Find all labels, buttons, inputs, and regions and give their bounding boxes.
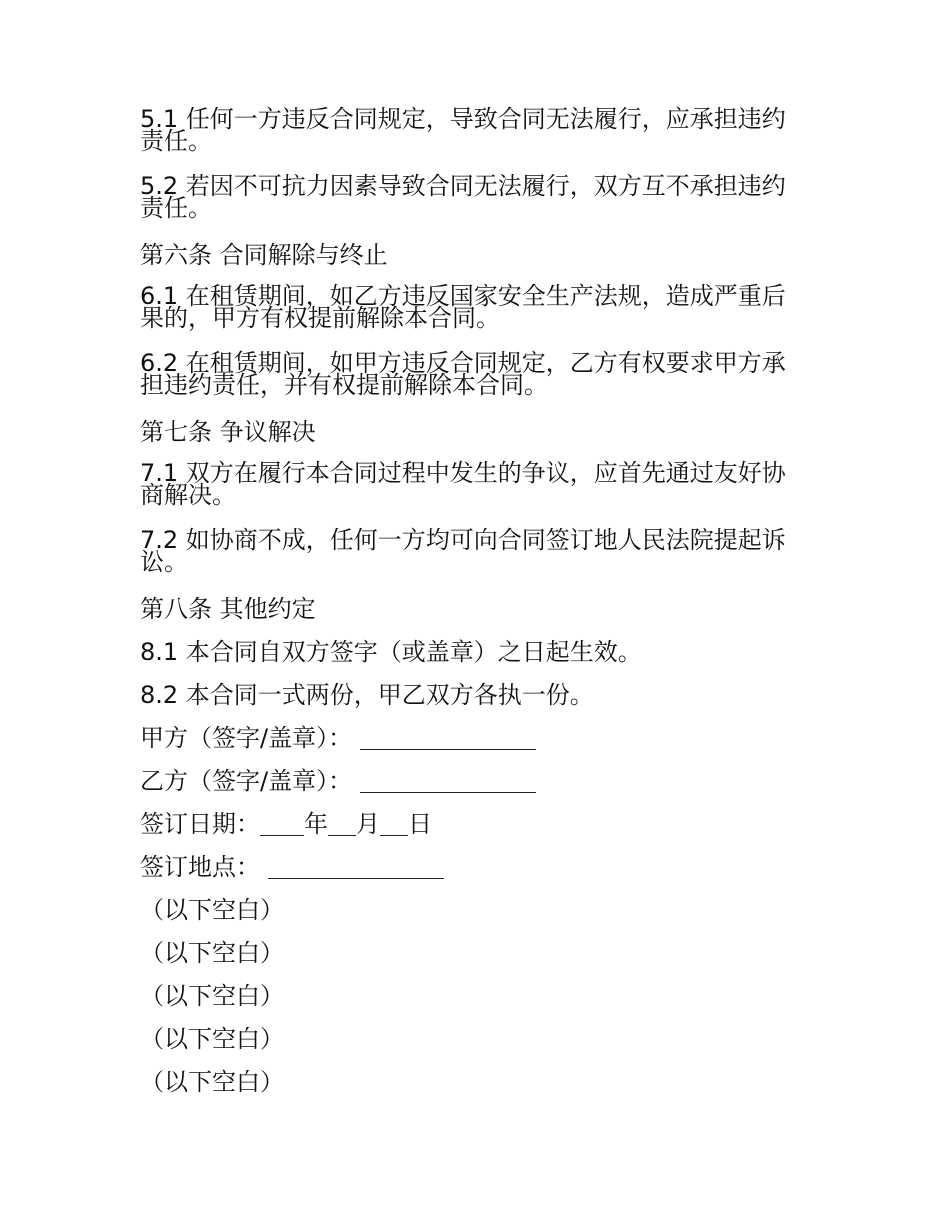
day-label: 日 [408, 810, 432, 838]
article-6-heading: 第六条 合同解除与终止 [140, 241, 388, 269]
party-b-signature-line [140, 766, 808, 796]
blank-note: （以下空白） [140, 939, 284, 967]
clause-8-1: 8.1 本合同自双方签字（或盖章）之日起生效。 [140, 638, 642, 666]
clause-7-1: 7.1 双方在履行本合同过程中发生的争议，应首先通过友好协商解决。 [140, 459, 786, 509]
party-b-blank [360, 774, 536, 793]
clause-6-2: 6.2 在租赁期间，如甲方违反合同规定，乙方有权要求甲方承担违约责任，并有权提前解除本合同。 [140, 349, 786, 399]
party-a-signature-line [140, 723, 808, 753]
clause-5-1: 5.1 任何一方违反合同规定，导致合同无法履行，应承担违约责任。 [140, 105, 786, 155]
article-7-heading: 第七条 争议解决 [140, 418, 316, 446]
month-label: 月 [356, 810, 380, 838]
sign-place-line [140, 852, 808, 882]
clause-8-2: 8.2 本合同一式两份，甲乙双方各执一份。 [140, 681, 594, 709]
blank-note: （以下空白） [140, 1025, 284, 1053]
sign-date-line [140, 809, 808, 839]
party-a-blank [360, 731, 536, 750]
party-a-label: 甲方（签字/盖章）： [140, 724, 353, 752]
sign-place-blank [268, 860, 444, 879]
blank-note: （以下空白） [140, 982, 284, 1010]
sign-place-label: 签订地点： [140, 853, 260, 881]
day-blank [380, 817, 408, 836]
blank-note: （以下空白） [140, 1068, 284, 1096]
year-label: 年 [304, 810, 328, 838]
article-8-heading: 第八条 其他约定 [140, 595, 316, 623]
blank-note: （以下空白） [140, 896, 284, 924]
clause-7-2: 7.2 如协商不成，任何一方均可向合同签订地人民法院提起诉讼。 [140, 526, 786, 576]
clause-5-2: 5.2 若因不可抗力因素导致合同无法履行，双方互不承担违约责任。 [140, 172, 786, 222]
clause-6-1: 6.1 在租赁期间，如乙方违反国家安全生产法规，造成严重后果的，甲方有权提前解除本合同。 [140, 282, 786, 332]
year-blank [260, 817, 304, 836]
document-body [140, 106, 808, 1110]
sign-date-label: 签订日期： [140, 810, 260, 838]
party-b-label: 乙方（签字/盖章）： [140, 767, 353, 795]
month-blank [328, 817, 356, 836]
